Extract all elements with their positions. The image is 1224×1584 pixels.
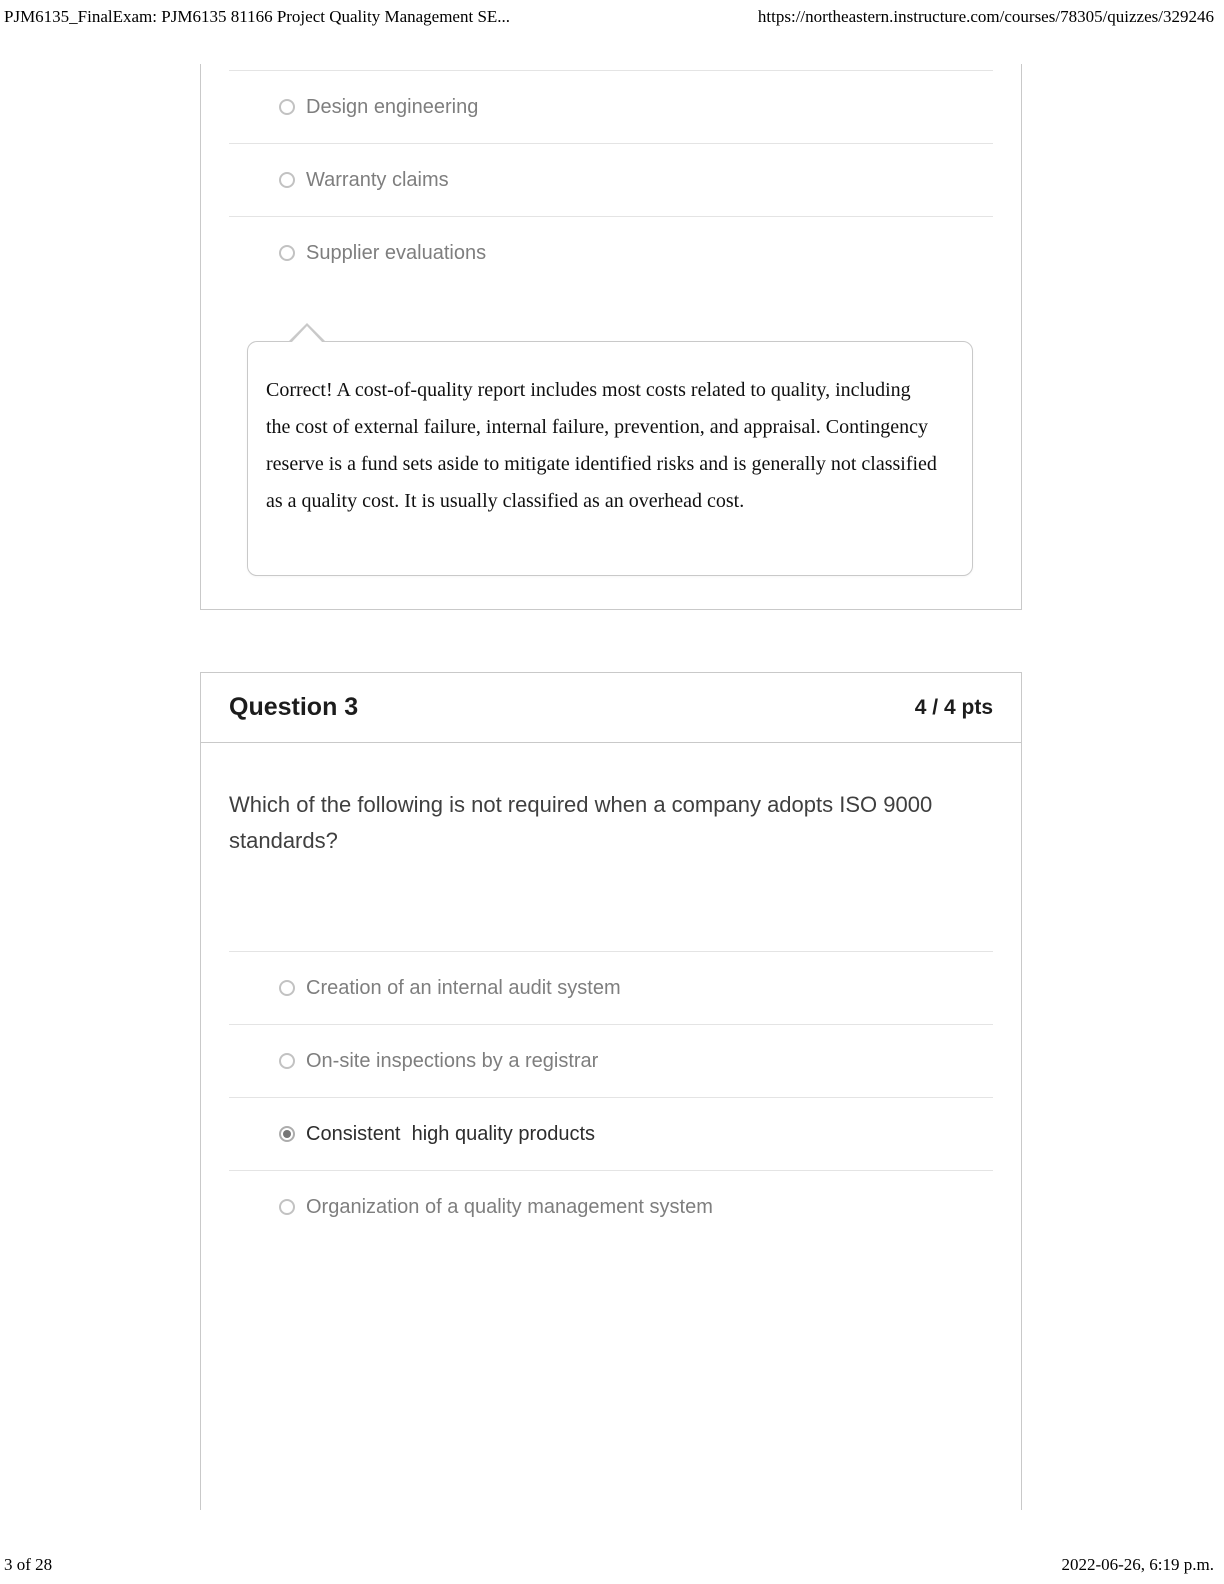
feedback-text: Correct! A cost-of-quality report includes most costs related to quality, including the cost of external failure, internal failure, prevention, and appraisal. Contingency reserve is a fund sets aside to mitigate identified risks and is generally not classified as a quality cost. It is usually classified as an overhead cost. bbox=[266, 379, 937, 512]
radio-button-icon[interactable] bbox=[279, 1126, 295, 1142]
question-title: Question 3 bbox=[229, 693, 359, 721]
answer-option-row[interactable] bbox=[229, 143, 993, 216]
radio-button-icon[interactable] bbox=[279, 99, 295, 115]
radio-button-icon[interactable] bbox=[279, 1053, 295, 1069]
question-prompt: Which of the following is not required when a company adopts ISO 9000 standards? bbox=[229, 792, 933, 853]
answer-option-row[interactable] bbox=[229, 951, 993, 1024]
previous-question-options bbox=[229, 70, 993, 289]
question-3-options bbox=[229, 951, 993, 1243]
footer-page-number: 3 of 28 bbox=[4, 1555, 53, 1574]
radio-button-icon[interactable] bbox=[279, 172, 295, 188]
answer-option-row[interactable] bbox=[229, 1024, 993, 1097]
answer-option-row[interactable] bbox=[229, 1097, 993, 1170]
answer-option-label: Creation of an internal audit system bbox=[306, 976, 621, 999]
answer-option-row[interactable] bbox=[229, 1170, 993, 1243]
radio-button-icon[interactable] bbox=[279, 980, 295, 996]
answer-option-label: Supplier evaluations bbox=[306, 241, 487, 264]
document-url: https://northeastern.instructure.com/courses/78305/quizzes/329246 bbox=[757, 7, 1214, 26]
feedback-callout bbox=[247, 341, 973, 576]
question-3-card bbox=[200, 672, 1022, 1510]
answer-option-label: Organization of a quality management system bbox=[306, 1195, 713, 1218]
answer-option-row[interactable] bbox=[229, 70, 993, 143]
answer-option-label: On-site inspections by a registrar bbox=[306, 1049, 599, 1072]
radio-button-icon[interactable] bbox=[279, 1199, 295, 1215]
question-points-badge: 4 / 4 pts bbox=[914, 695, 993, 719]
answer-option-row[interactable] bbox=[229, 216, 993, 289]
answer-option-label: Design engineering bbox=[306, 95, 479, 118]
answer-option-label: Warranty claims bbox=[306, 168, 449, 191]
footer-timestamp: 2022-06-26, 6:19 p.m. bbox=[1061, 1555, 1214, 1574]
print-footer bbox=[4, 1555, 1214, 1575]
print-header bbox=[4, 7, 1214, 27]
answer-option-label: Consistent high quality products bbox=[306, 1122, 596, 1145]
radio-button-icon[interactable] bbox=[279, 245, 295, 261]
question-header bbox=[201, 673, 1021, 743]
previous-question-card bbox=[200, 64, 1022, 610]
document-title: PJM6135_FinalExam: PJM6135 81166 Project Quality Management SE... bbox=[4, 7, 511, 26]
